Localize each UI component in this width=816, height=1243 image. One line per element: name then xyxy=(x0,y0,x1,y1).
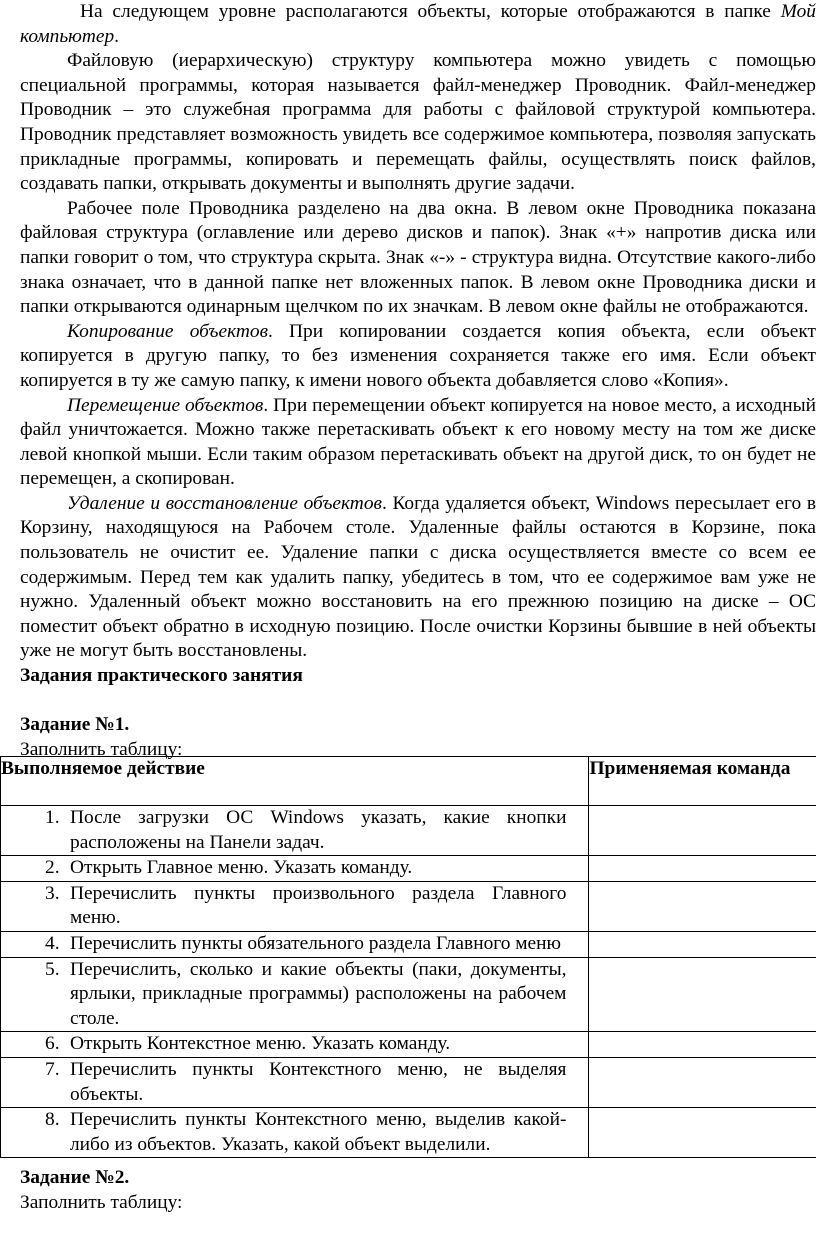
italic-term: Копирование объектов xyxy=(67,320,269,342)
table-row xyxy=(1,1108,816,1158)
row-number: 6. xyxy=(45,1033,60,1055)
action-cell xyxy=(1,931,589,957)
task1-subtitle: Заполнить таблицу: xyxy=(20,738,183,760)
italic-term: Удаление и восстановление объектов xyxy=(67,492,382,514)
task1-title: Задание №1. xyxy=(20,714,130,736)
command-cell[interactable] xyxy=(589,856,816,882)
command-cell[interactable] xyxy=(589,931,816,957)
paragraph-text: . xyxy=(114,25,120,47)
paragraph-move xyxy=(20,394,816,492)
italic-term: Перемещение объектов xyxy=(67,394,264,416)
command-cell[interactable] xyxy=(589,1032,816,1058)
action-text: После загрузки ОС Windows указать, какие кнопки расположены на Панели задач. xyxy=(70,807,567,853)
table-row xyxy=(1,1032,816,1058)
task2-title: Задание №2. xyxy=(20,1167,130,1188)
table-row xyxy=(1,957,816,1032)
row-number: 3. xyxy=(45,882,60,904)
column-header-command: Применяемая команда xyxy=(589,757,816,806)
paragraph-workspace: Рабочее поле Проводника разделено на два окна. В левом окне Проводника показана файловая структура (оглавление или дерево дисков и папок). Знак «+» напротив диска или папки говорит о том, что структура скрыта. Знак «-» - структура видна. Отсутствие какого-либо знака означает, что в данной папке нет вложенных папок. В левом окне Проводника диски и папки открываются одинарным щелчком по их значкам. В левом окне файлы не отображаются. xyxy=(20,197,816,318)
row-number: 2. xyxy=(45,857,60,879)
table-row xyxy=(1,1057,816,1107)
action-cell xyxy=(1,1108,589,1158)
table-row xyxy=(1,856,816,882)
table-header-row xyxy=(1,757,816,806)
command-cell[interactable] xyxy=(589,881,816,931)
row-number: 1. xyxy=(45,807,60,828)
action-text: Перечислить пункты Контекстного меню, не выделяя объекты. xyxy=(70,1058,567,1105)
action-text: Перечислить пункты обязательного раздела Главного меню xyxy=(70,932,562,954)
action-text: Открыть Контекстное меню. Указать команду. xyxy=(70,1033,451,1055)
row-number: 8. xyxy=(45,1109,60,1131)
table-row xyxy=(1,806,816,856)
row-number: 5. xyxy=(45,958,60,980)
action-cell xyxy=(1,856,589,882)
row-number: 7. xyxy=(45,1058,60,1080)
command-cell[interactable] xyxy=(589,957,816,1032)
table-row xyxy=(1,881,816,931)
action-cell xyxy=(1,806,589,856)
table-row xyxy=(1,931,816,957)
action-text: Перечислить, сколько и какие объекты (паки, документы, ярлыки, прикладные программы) расположены на рабочем столе. xyxy=(70,958,567,1029)
italic-term: Мой компьютер xyxy=(20,1,816,47)
row-number: 4. xyxy=(45,932,60,954)
paragraph-text: . При перемещении объект копируется на новое место, а исходный файл уничтожается. Можно также перетаскивать объект к его новому месту на том же диске левой кнопкой мыши. Если таким образом перетаскивать объект на другой диск, то он будет не перемещен, а скопирован. xyxy=(20,394,816,490)
paragraph-text: На следующем уровне располагаются объекты, которые отображаются в папке xyxy=(80,1,781,22)
action-cell xyxy=(1,957,589,1032)
action-cell xyxy=(1,881,589,931)
command-cell[interactable] xyxy=(589,1108,816,1158)
paragraph-intro xyxy=(20,0,816,49)
blank-line xyxy=(20,689,816,714)
task2-subtitle: Заполнить таблицу: xyxy=(20,1191,183,1213)
task2-block xyxy=(20,1166,182,1215)
action-text: Перечислить пункты произвольного раздела Главного меню. xyxy=(70,882,567,929)
action-cell xyxy=(1,1057,589,1107)
command-cell[interactable] xyxy=(589,1057,816,1107)
paragraph-text: . Когда удаляется объект, Windows пересылает его в Корзину, находящуюся на Рабочем столе. Удаленные файлы остаются в Корзине, пока пользователь не очистит ее. Удаление папки с диска осуществляется вместе со всем ее содержимым. Перед тем как удалить папку, убедитесь в том, что ее содержимое вам уже не нужно. Удаленный объект можно восстановить на его прежнюю позицию на диске – ОС поместит объект обратно в исходную позицию. После очистки Корзины бывшие в ней объекты уже не могут быть восстановлены. xyxy=(20,492,816,662)
paragraph-text: . При копировании создается копия объекта, если объект копируется в другую папку, то без изменения сохраняется также его имя. Если объект копируется в ту же самую папку, к имени нового объекта добавляется слово «Копия». xyxy=(20,320,816,391)
action-cell xyxy=(1,1032,589,1058)
paragraph-delete xyxy=(20,492,816,664)
command-cell[interactable] xyxy=(589,806,816,856)
paragraph-explorer: Файловую (иерархическую) структуру компьютера можно увидеть с помощью специальной программы, которая называется файл-менеджер Проводник. Файл-менеджер Проводник – это служебная программа для работы с файловой структурой компьютера. Проводник представляет возможность увидеть все содержимое компьютера, позволяя запускать прикладные программы, копировать и перемещать файлы, осуществлять поиск файлов, создавать папки, открывать документы и выполнять другие задачи. xyxy=(20,50,816,195)
section-title: Задания практического занятия xyxy=(20,665,303,687)
action-text: Перечислить пункты Контекстного меню, выделив какой-либо из объектов. Указать, какой объект выделили. xyxy=(70,1109,567,1155)
column-header-action: Выполняемое действие xyxy=(1,757,589,806)
task1-table xyxy=(0,756,816,1158)
paragraph-copy xyxy=(20,320,816,394)
action-text: Открыть Главное меню. Указать команду. xyxy=(70,857,413,879)
